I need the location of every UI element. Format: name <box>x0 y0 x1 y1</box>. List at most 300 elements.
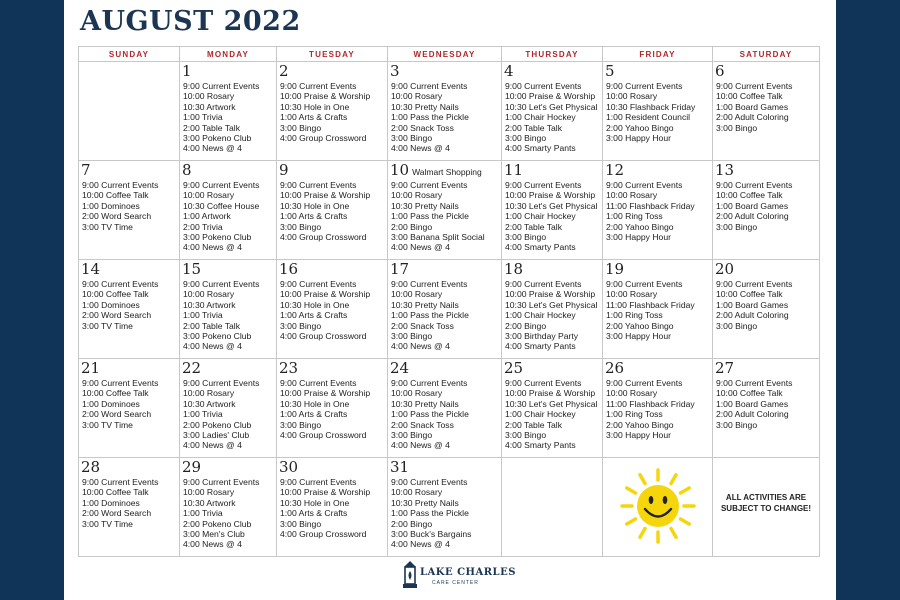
event-item: 2:00 Yahoo Bingo <box>606 221 674 232</box>
event-item: 3:00 TV Time <box>82 518 133 529</box>
event-item: 10:30 Artwork <box>183 398 236 409</box>
event-item: 2:00 Word Search <box>82 310 152 321</box>
event-item: 3:00 Bingo <box>280 122 322 133</box>
day-number: 29 <box>182 458 202 476</box>
event-list <box>279 279 385 341</box>
day-number: 14 <box>81 260 101 278</box>
notice-line: SUBJECT TO CHANGE! <box>720 504 812 513</box>
event-item: 4:00 Group Crossword <box>280 430 367 441</box>
event-item: 10:00 Rosary <box>606 190 658 201</box>
day-number: 9 <box>279 161 289 179</box>
event-item: 1:00 Arts & Crafts <box>280 211 348 222</box>
event-list <box>81 180 177 232</box>
event-item: 2:00 Bingo <box>505 320 547 331</box>
day-cell <box>180 62 277 161</box>
event-list <box>504 180 600 253</box>
event-item: 1:00 Trivia <box>183 310 223 321</box>
event-item: 3:00 Pokeno Club <box>183 133 252 144</box>
activities-notice <box>713 458 819 514</box>
event-item: 4:00 News @ 4 <box>391 143 450 154</box>
event-item: 10:30 Pretty Nails <box>391 497 459 508</box>
day-number: 24 <box>390 359 410 377</box>
event-item: 10:00 Praise & Worship <box>280 91 371 102</box>
day-number: 10 <box>390 161 410 179</box>
day-number: 19 <box>605 260 625 278</box>
event-item: 1:00 Arts & Crafts <box>280 310 348 321</box>
event-item: 10:00 Rosary <box>606 91 658 102</box>
event-item: 2:00 Adult Coloring <box>716 112 789 123</box>
event-item: 10:00 Rosary <box>391 289 443 300</box>
weekday-header: FRIDAY <box>603 47 713 62</box>
event-item: 9:00 Current Events <box>82 180 159 190</box>
event-item: 2:00 Word Search <box>82 211 152 222</box>
event-item: 4:00 Group Crossword <box>280 133 367 144</box>
event-list <box>182 180 274 253</box>
event-item: 10:00 Rosary <box>606 289 658 300</box>
event-item: 10:30 Hole in One <box>280 497 350 508</box>
day-cell <box>277 458 388 557</box>
event-item: 10:00 Rosary <box>183 190 235 201</box>
event-item: 10:00 Coffee Talk <box>716 91 783 102</box>
event-item: 10:30 Hole in One <box>280 398 350 409</box>
event-item: 2:00 Snack Toss <box>391 419 454 430</box>
event-item: 1:00 Trivia <box>183 112 223 123</box>
event-item: 10:30 Coffee House <box>183 200 260 211</box>
event-item: 9:00 Current Events <box>505 180 582 190</box>
event-list <box>279 81 385 143</box>
event-item: 10:00 Praise & Worship <box>280 289 371 300</box>
event-item: 10:30 Pretty Nails <box>391 101 459 112</box>
event-list <box>605 180 710 242</box>
event-item: 9:00 Current Events <box>606 180 683 190</box>
event-item: 2:00 Word Search <box>82 409 152 420</box>
day-number: 13 <box>715 161 735 179</box>
event-item: 1:00 Board Games <box>716 299 789 310</box>
event-list <box>390 81 499 154</box>
event-item: 9:00 Current Events <box>716 279 793 289</box>
notice-cell <box>713 458 820 557</box>
event-item: 9:00 Current Events <box>183 378 260 388</box>
lantern-icon <box>402 560 418 590</box>
event-item: 3:00 Happy Hour <box>606 430 671 441</box>
day-cell <box>79 359 180 458</box>
day-cell <box>502 260 603 359</box>
event-item: 1:00 Dominoes <box>82 200 140 211</box>
event-item: 3:00 Bingo <box>280 221 322 232</box>
event-item: 2:00 Bingo <box>391 518 433 529</box>
event-item: 3:00 Happy Hour <box>606 133 671 144</box>
event-item: 9:00 Current Events <box>505 81 582 91</box>
event-list <box>504 378 600 451</box>
event-item: 10:00 Coffee Talk <box>82 289 149 300</box>
event-item: 9:00 Current Events <box>391 180 468 190</box>
event-item: 11:00 Flashback Friday <box>606 398 695 409</box>
event-item: 10:00 Rosary <box>391 487 443 498</box>
day-number: 4 <box>504 62 514 80</box>
day-number: 3 <box>390 62 400 80</box>
day-cell <box>388 260 502 359</box>
event-item: 3:00 Buck's Bargains <box>391 529 472 540</box>
day-cell <box>388 458 502 557</box>
event-item: 3:00 Banana Split Social <box>391 232 485 243</box>
event-list <box>715 378 817 430</box>
event-item: 3:00 Birthday Party <box>505 331 579 342</box>
day-number: 25 <box>504 359 524 377</box>
event-item: 9:00 Current Events <box>505 279 582 289</box>
event-item: 1:00 Dominoes <box>82 497 140 508</box>
care-center-logo <box>398 558 518 594</box>
event-list <box>390 378 499 451</box>
day-cell <box>79 260 180 359</box>
weekday-header: THURSDAY <box>502 47 603 62</box>
day-cell <box>277 62 388 161</box>
event-list <box>605 378 710 440</box>
weekday-header: WEDNESDAY <box>388 47 502 62</box>
day-cell <box>277 359 388 458</box>
event-list <box>715 180 817 232</box>
event-item: 1:00 Dominoes <box>82 299 140 310</box>
day-number: 28 <box>81 458 101 476</box>
day-cell <box>388 62 502 161</box>
event-item: 10:00 Praise & Worship <box>505 190 596 201</box>
event-item: 9:00 Current Events <box>280 81 357 91</box>
event-list <box>504 279 600 352</box>
event-item: 1:00 Chair Hockey <box>505 112 576 123</box>
event-list <box>182 81 274 154</box>
day-cell <box>502 359 603 458</box>
event-list <box>715 279 817 331</box>
event-item: 1:00 Pass the Pickle <box>391 508 469 519</box>
event-item: 2:00 Trivia <box>183 221 223 232</box>
event-item: 9:00 Current Events <box>183 279 260 289</box>
sun-cell <box>603 458 713 557</box>
event-item: 10:30 Artwork <box>183 101 236 112</box>
event-item: 3:00 Pokeno Club <box>183 232 252 243</box>
event-item: 9:00 Current Events <box>391 378 468 388</box>
event-list <box>605 279 710 341</box>
day-number: 7 <box>81 161 91 179</box>
event-item: 9:00 Current Events <box>606 279 683 289</box>
event-item: 2:00 Yahoo Bingo <box>606 419 674 430</box>
day-cell <box>79 161 180 260</box>
day-cell <box>388 161 502 260</box>
event-item: 1:00 Chair Hockey <box>505 211 576 222</box>
event-list <box>81 279 177 331</box>
event-list <box>715 81 817 133</box>
event-item: 10:00 Rosary <box>391 388 443 399</box>
event-item: 10:00 Coffee Talk <box>82 190 149 201</box>
page-title: AUGUST 2022 <box>80 6 301 37</box>
event-item: 11:00 Flashback Friday <box>606 299 695 310</box>
event-item: 9:00 Current Events <box>716 180 793 190</box>
event-item: 2:00 Table Talk <box>183 320 241 331</box>
week-row <box>79 161 820 260</box>
day-number: 30 <box>279 458 299 476</box>
day-cell <box>603 62 713 161</box>
event-item: 11:00 Flashback Friday <box>606 200 695 211</box>
day-cell <box>180 260 277 359</box>
event-item: 2:00 Snack Toss <box>391 320 454 331</box>
event-item: 4:00 Group Crossword <box>280 331 367 342</box>
day-number: 15 <box>182 260 202 278</box>
event-item: 10:00 Coffee Talk <box>82 388 149 399</box>
event-item: 9:00 Current Events <box>183 477 260 487</box>
event-item: 10:30 Let's Get Physical <box>505 398 598 409</box>
event-item: 3:00 Happy Hour <box>606 232 671 243</box>
event-list <box>81 477 177 529</box>
event-item: 10:30 Hole in One <box>280 299 350 310</box>
event-item: 1:00 Chair Hockey <box>505 310 576 321</box>
event-item: 4:00 News @ 4 <box>183 242 242 253</box>
event-item: 10:00 Coffee Talk <box>716 190 783 201</box>
event-list <box>390 279 499 352</box>
event-item: 3:00 Bingo <box>505 133 547 144</box>
event-item: 2:00 Bingo <box>391 221 433 232</box>
empty-day-cell <box>79 62 180 161</box>
logo-subtitle: CARE CENTER <box>432 580 479 586</box>
event-item: 1:00 Dominoes <box>82 398 140 409</box>
event-item: 3:00 Bingo <box>716 221 758 232</box>
day-number: 2 <box>279 62 289 80</box>
event-item: 2:00 Table Talk <box>505 122 563 133</box>
event-item: 3:00 Bingo <box>280 518 322 529</box>
event-item: 2:00 Table Talk <box>505 221 563 232</box>
event-item: 1:00 Board Games <box>716 200 789 211</box>
event-item: 4:00 Smarty Pants <box>505 143 576 154</box>
event-item: 9:00 Current Events <box>280 378 357 388</box>
day-number: 11 <box>504 161 524 179</box>
notice-line: ALL ACTIVITIES ARE <box>725 493 807 502</box>
event-item: 10:30 Let's Get Physical <box>505 200 598 211</box>
event-item: 1:00 Trivia <box>183 409 223 420</box>
day-number: 26 <box>605 359 625 377</box>
event-item: 4:00 Group Crossword <box>280 232 367 243</box>
weekday-header: MONDAY <box>180 47 277 62</box>
event-item: 3:00 Bingo <box>280 419 322 430</box>
event-item: 10:30 Hole in One <box>280 200 350 211</box>
day-number: 16 <box>279 260 299 278</box>
event-item: 9:00 Current Events <box>391 279 468 289</box>
event-item: 3:00 Bingo <box>716 419 758 430</box>
event-item: 9:00 Current Events <box>280 180 357 190</box>
event-item: 1:00 Pass the Pickle <box>391 211 469 222</box>
day-number: 27 <box>715 359 735 377</box>
event-item: 2:00 Table Talk <box>183 122 241 133</box>
event-list <box>182 477 274 550</box>
event-item: 10:00 Coffee Talk <box>716 289 783 300</box>
event-item: 4:00 News @ 4 <box>183 539 242 550</box>
event-item: 3:00 Men's Club <box>183 529 245 540</box>
event-item: 9:00 Current Events <box>606 81 683 91</box>
weekday-header: TUESDAY <box>277 47 388 62</box>
event-item: 2:00 Yahoo Bingo <box>606 320 674 331</box>
event-item: 4:00 Group Crossword <box>280 529 367 540</box>
event-item: 9:00 Current Events <box>716 81 793 91</box>
event-item: 4:00 News @ 4 <box>183 143 242 154</box>
day-number: 20 <box>715 260 735 278</box>
day-cell <box>79 458 180 557</box>
day-cell <box>388 359 502 458</box>
week-row <box>79 359 820 458</box>
event-item: 2:00 Adult Coloring <box>716 409 789 420</box>
week-row <box>79 260 820 359</box>
event-item: 10:30 Artwork <box>183 497 236 508</box>
event-item: 10:00 Coffee Talk <box>716 388 783 399</box>
event-item: 3:00 Ladies' Club <box>183 430 250 441</box>
event-item: 3:00 Bingo <box>505 430 547 441</box>
event-item: 1:00 Board Games <box>716 101 789 112</box>
event-item: 3:00 Bingo <box>716 122 758 133</box>
event-list <box>81 378 177 430</box>
event-item: 1:00 Artwork <box>183 211 231 222</box>
event-item: 4:00 Smarty Pants <box>505 341 576 352</box>
calendar-page <box>64 0 836 600</box>
event-list <box>279 180 385 242</box>
event-item: 9:00 Current Events <box>183 180 260 190</box>
event-list <box>605 81 710 143</box>
day-number: 17 <box>390 260 410 278</box>
day-cell <box>180 161 277 260</box>
event-item: 10:30 Pretty Nails <box>391 299 459 310</box>
event-item: 2:00 Word Search <box>82 508 152 519</box>
event-item: 3:00 Bingo <box>391 133 433 144</box>
event-item: 10:30 Hole in One <box>280 101 350 112</box>
event-item: 1:00 Pass the Pickle <box>391 310 469 321</box>
event-item: 1:00 Ring Toss <box>606 409 663 420</box>
event-item: 3:00 Bingo <box>391 331 433 342</box>
day-cell <box>502 62 603 161</box>
event-item: 1:00 Resident Council <box>606 112 691 123</box>
event-item: 3:00 Bingo <box>716 320 758 331</box>
event-item: 2:00 Pokeno Club <box>183 419 252 430</box>
day-cell <box>713 260 820 359</box>
event-list <box>182 279 274 352</box>
day-number: 6 <box>715 62 725 80</box>
day-number: 8 <box>182 161 192 179</box>
day-cell <box>603 260 713 359</box>
day-cell <box>603 161 713 260</box>
event-item: 1:00 Trivia <box>183 508 223 519</box>
event-item: 10:30 Let's Get Physical <box>505 101 598 112</box>
event-item: 3:00 Happy Hour <box>606 331 671 342</box>
event-list <box>279 477 385 539</box>
event-item: 10:00 Rosary <box>606 388 658 399</box>
event-item: 10:30 Pretty Nails <box>391 200 459 211</box>
event-item: 3:00 Bingo <box>505 232 547 243</box>
event-item: 3:00 Bingo <box>391 430 433 441</box>
event-item: 10:00 Rosary <box>183 91 235 102</box>
event-list <box>504 81 600 154</box>
event-item: 1:00 Arts & Crafts <box>280 508 348 519</box>
event-list <box>390 477 499 550</box>
event-item: 1:00 Board Games <box>716 398 789 409</box>
day-number: 22 <box>182 359 202 377</box>
event-item: 10:00 Rosary <box>183 289 235 300</box>
day-cell <box>180 458 277 557</box>
event-item: 9:00 Current Events <box>280 279 357 289</box>
day-number: 5 <box>605 62 615 80</box>
day-note: Walmart Shopping <box>412 167 482 177</box>
event-item: 10:30 Pretty Nails <box>391 398 459 409</box>
event-item: 9:00 Current Events <box>280 477 357 487</box>
event-item: 4:00 News @ 4 <box>391 341 450 352</box>
day-cell <box>713 62 820 161</box>
event-item: 10:00 Rosary <box>183 388 235 399</box>
day-cell <box>502 161 603 260</box>
calendar-grid <box>78 46 820 557</box>
event-item: 10:00 Rosary <box>391 91 443 102</box>
event-item: 3:00 TV Time <box>82 320 133 331</box>
day-number: 21 <box>81 359 101 377</box>
event-item: 10:30 Flashback Friday <box>606 101 696 112</box>
event-item: 4:00 News @ 4 <box>391 440 450 451</box>
event-item: 2:00 Table Talk <box>505 419 563 430</box>
calendar-body <box>79 62 820 557</box>
event-item: 1:00 Pass the Pickle <box>391 112 469 123</box>
day-cell <box>713 161 820 260</box>
event-item: 10:00 Praise & Worship <box>505 388 596 399</box>
event-item: 10:00 Praise & Worship <box>280 487 371 498</box>
event-item: 9:00 Current Events <box>505 378 582 388</box>
event-item: 2:00 Adult Coloring <box>716 310 789 321</box>
event-item: 10:00 Praise & Worship <box>280 190 371 201</box>
day-number: 12 <box>605 161 625 179</box>
day-cell <box>277 161 388 260</box>
event-item: 2:00 Yahoo Bingo <box>606 122 674 133</box>
event-item: 9:00 Current Events <box>716 378 793 388</box>
event-item: 4:00 News @ 4 <box>183 341 242 352</box>
week-row <box>79 62 820 161</box>
event-item: 9:00 Current Events <box>82 477 159 487</box>
event-item: 1:00 Ring Toss <box>606 310 663 321</box>
event-item: 10:00 Rosary <box>183 487 235 498</box>
event-item: 3:00 Pokeno Club <box>183 331 252 342</box>
week-row <box>79 458 820 557</box>
weekday-header: SUNDAY <box>79 47 180 62</box>
event-item: 9:00 Current Events <box>82 378 159 388</box>
event-item: 10:00 Coffee Talk <box>82 487 149 498</box>
event-item: 1:00 Chair Hockey <box>505 409 576 420</box>
event-item: 4:00 News @ 4 <box>183 440 242 451</box>
event-item: 1:00 Pass the Pickle <box>391 409 469 420</box>
event-item: 3:00 TV Time <box>82 419 133 430</box>
event-item: 9:00 Current Events <box>391 477 468 487</box>
event-list <box>390 180 499 253</box>
event-item: 10:30 Artwork <box>183 299 236 310</box>
event-item: 10:30 Let's Get Physical <box>505 299 598 310</box>
event-item: 3:00 Bingo <box>280 320 322 331</box>
event-item: 1:00 Arts & Crafts <box>280 409 348 420</box>
day-number: 31 <box>390 458 410 476</box>
day-cell <box>180 359 277 458</box>
event-item: 9:00 Current Events <box>391 81 468 91</box>
event-item: 2:00 Snack Toss <box>391 122 454 133</box>
event-item: 9:00 Current Events <box>82 279 159 289</box>
event-item: 9:00 Current Events <box>606 378 683 388</box>
event-item: 1:00 Arts & Crafts <box>280 112 348 123</box>
day-number: 18 <box>504 260 524 278</box>
weekday-header: SATURDAY <box>713 47 820 62</box>
day-cell <box>603 359 713 458</box>
logo-name: LAKE CHARLES <box>420 567 516 578</box>
day-number: 23 <box>279 359 299 377</box>
event-item: 4:00 Smarty Pants <box>505 440 576 451</box>
event-item: 4:00 Smarty Pants <box>505 242 576 253</box>
event-item: 1:00 Ring Toss <box>606 211 663 222</box>
event-item: 2:00 Adult Coloring <box>716 211 789 222</box>
event-item: 10:00 Rosary <box>391 190 443 201</box>
day-cell <box>277 260 388 359</box>
